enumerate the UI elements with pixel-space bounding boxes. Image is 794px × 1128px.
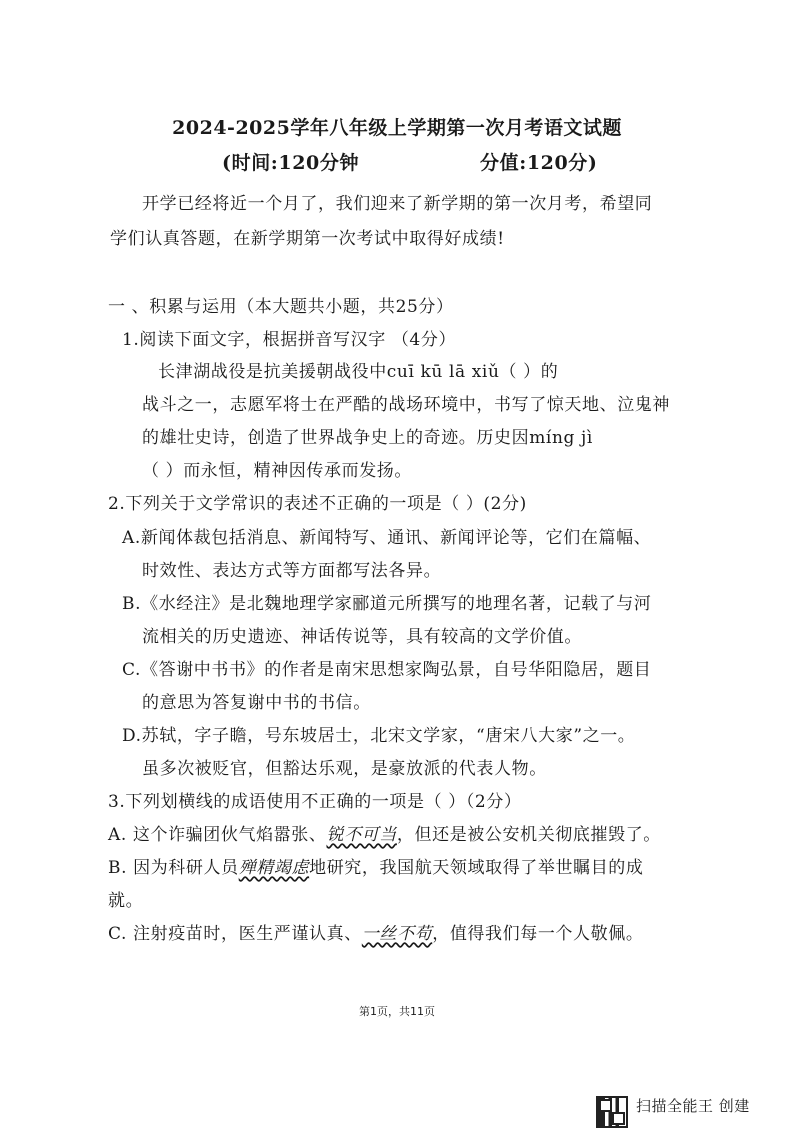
q2-option-c-line-2: 的意思为答复谢中书的书信。 [142,693,371,713]
q1-line-4: （ ）而永恒，精神因传承而发扬。 [142,461,413,481]
exam-score: 分值:120分) [480,152,598,174]
q3-option-a-idiom: 锐不可当 [326,825,397,845]
q3-option-c-idiom: 一丝不苟 [361,924,433,944]
intro-line-2: 学们认真答题，在新学期第一次考试中取得好成绩! [110,229,505,249]
exam-title: 2024-2025学年八年级上学期第一次月考语文试题 [172,117,622,139]
qr-code-icon [596,1096,628,1128]
q3-option-c-post: ，值得我们每一个人敬佩。 [432,924,644,944]
q3-option-b-post: 地研究，我国航天领域取得了举世瞩目的成 [309,858,644,878]
exam-time: (时间:120分钟 [222,152,360,174]
q3-option-b [108,858,644,878]
q3-option-c [108,924,643,944]
q3-option-c-pre: C. 注射疫苗时，医生严谨认真、 [108,924,362,944]
q3-option-a-post: ，但还是被公安机关彻底摧毁了。 [396,825,661,845]
intro-line-1: 开学已经将近一个月了，我们迎来了新学期的第一次月考，希望同 [142,194,653,214]
q2-prompt: 2.下列关于文学常识的表述不正确的一项是（ ）(2分) [108,494,527,514]
q2-option-d-line-1: D.苏轼，字子瞻，号东坡居士，北宋文学家，“唐宋八大家”之一。 [122,726,636,746]
q1-prompt: 1.阅读下面文字，根据拼音写汉字 （4分） [122,330,457,350]
q3-prompt: 3.下列划横线的成语使用不正确的一项是（ ）（2分） [108,792,522,812]
q1-line-3: 的雄壮史诗，创造了世界战争史上的奇迹。历史因míng jì [142,428,593,448]
q3-option-a [108,825,661,845]
q3-option-b-idiom: 殚精竭虑 [238,858,310,878]
q2-option-b-line-1: B.《水经注》是北魏地理学家郦道元所撰写的地理名著，记载了与河 [122,594,652,614]
q3-option-b-line-2: 就。 [108,891,144,911]
q2-option-c-line-1: C.《答谢中书书》的作者是南宋思想家陶弘景，自号华阳隐居，题目 [122,660,652,680]
scanner-watermark: 扫描全能王 创建 [636,1097,750,1115]
q2-option-a-line-2: 时效性、表达方式等方面都写法各异。 [142,561,442,581]
q3-option-a-pre: A. 这个诈骗团伙气焰嚣张、 [108,825,327,845]
q1-line-1: 长津湖战役是抗美援朝战役中cuī kū lā xiǔ（ ）的 [158,362,559,382]
q1-line-2: 战斗之一，志愿军将士在严酷的战场环境中，书写了惊天地、泣鬼神 [142,395,670,415]
q2-option-a-line-1: A.新闻体裁包括消息、新闻特写、通讯、新闻评论等，它们在篇幅、 [122,528,652,548]
q2-option-b-line-2: 流相关的历史遗迹、神话传说等，具有较高的文学价值。 [142,627,582,647]
page-number: 第1页，共11页 [359,1005,435,1018]
section-1-heading: 一 、积累与运用（本大题共小题，共25分） [108,297,454,317]
q3-option-b-pre: B. 因为科研人员 [108,858,239,878]
q2-option-d-line-2: 虽多次被贬官，但豁达乐观，是豪放派的代表人物。 [142,759,547,779]
